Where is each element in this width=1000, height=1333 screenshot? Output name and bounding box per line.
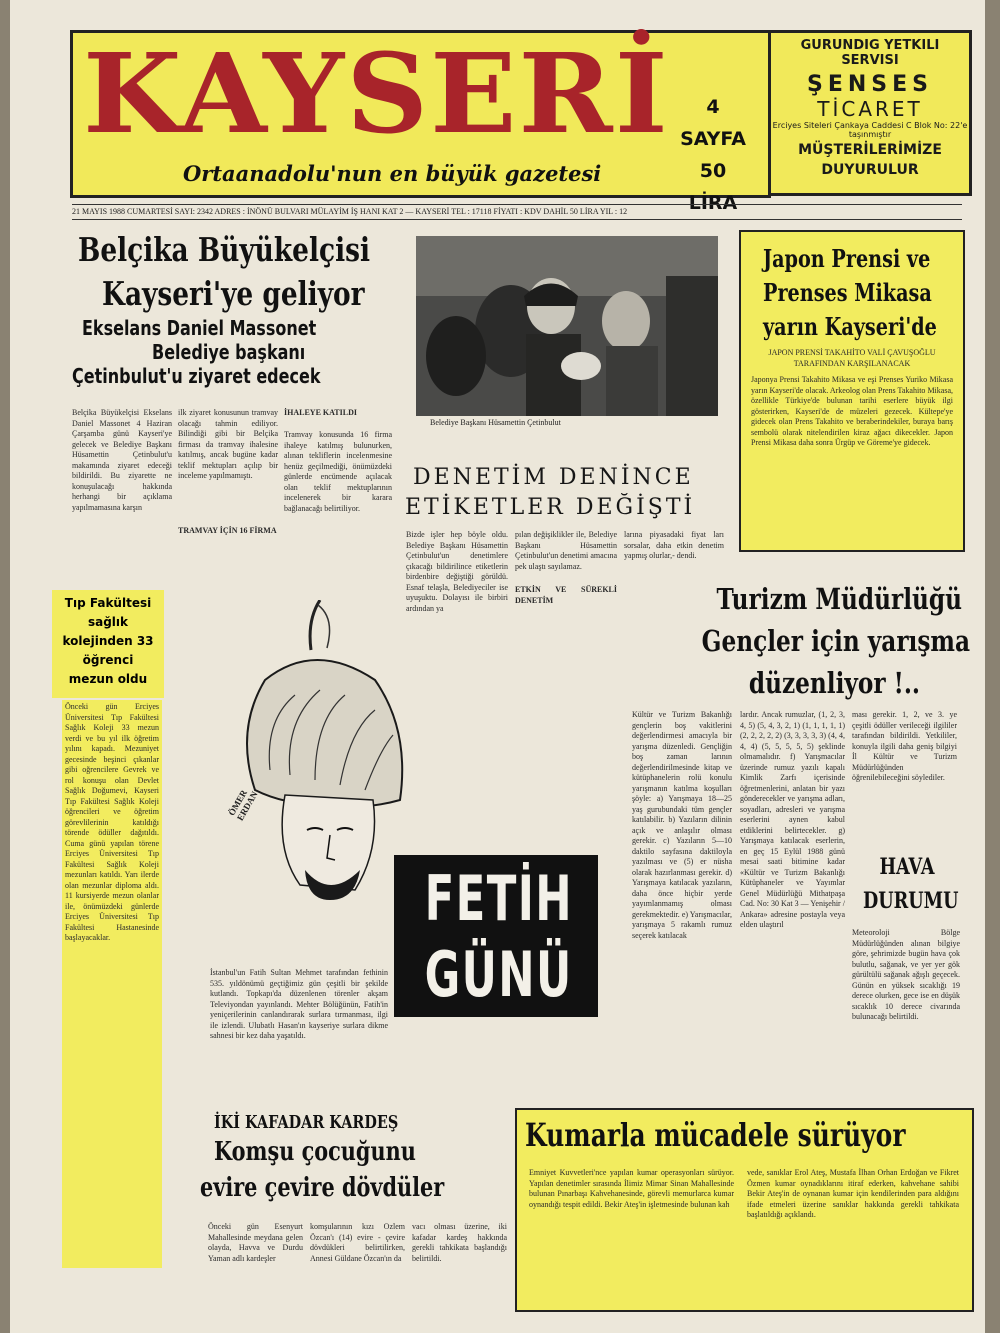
story-denetim-subhead: ETKİN VE SÜREKLİ DENETİM: [515, 585, 617, 605]
issue-price: [678, 91, 748, 219]
story-tip-headline-1: Tıp Fakültesi: [64, 596, 152, 610]
price-value: 50 LİRA: [688, 160, 738, 214]
story-kafadar-headline-2: Komşu çocuğunu: [214, 1137, 416, 1167]
ad-line-3: ŞENSES: [806, 72, 933, 97]
story-japon-headline-2: Prenses Mikasa: [763, 278, 932, 307]
story-tip-header: [52, 590, 164, 698]
ad-line-1: GURUNDIG YETKILI: [800, 38, 940, 53]
story-belcika-sub-3: Çetinbulut'u ziyaret edecek: [72, 364, 321, 388]
story-turizm-col-2: lardır. Ancak rumuzlar, (1, 2, 3, 4, 5) (5, 4, 3, 2, 1) (1, 1, 1, 1, 1) (2, 2, 2, 2, 2) (3, 3, 3, 3, 3) (4, 4, 4, 4) (5, 5, 5, 5, 5) şeklinde olmamalıdır. f) Yarışmacılar üzerinde rumuz yazılı kapalı Kimlik Zarfı içerisinde öğretmenlerini, anlatan bir yazı gönderecekler ve yarışma adları, soyadları, adresleri ve yarışma eserlerini aynen kabul etdiklerini belirtecekler. g) Yarışmaya katılacak eserlerin, en geç 15 Eylül 1988 günü mesai saati bitimine kadar «Kültür ve Turizm Bakanlığı Kütüphaneler ve Yayımlar Genel Müdürlüğü Mithatpaşa Cad. No: 30 Kat 3 — Yenişehir / Ankara» adresine postayla veya elden ulaştırıl: [740, 710, 845, 929]
story-denetim-headline-2: ETİKETLER DEĞİŞTİ: [405, 495, 696, 520]
story-denetim-col-3: larına piyasadaki fiyat ları sorsalar, daha etkin denetim yapmış olurlar,- dendi.: [624, 530, 724, 560]
story-tip-headline: [52, 594, 164, 689]
story-belcika-col-2: ilk ziyaret konusunun tramvay olacağı tahmin ediliyor. Bilindiği gibi bir Belçika firması da tramvay ihalesine katılmış, ancak bugüne kadar teklif mektupları açılıp bir inceleme yapılmamıştı.: [178, 408, 278, 480]
story-kafadar-col-2: komşularının kızı Ozlem Özcan'ı (14) evire - çevire dövdükleri belirtilirken, Annesi Güldane Özcan'ın da: [310, 1222, 405, 1263]
story-kafadar-headline-1: İKİ KAFADAR KARDEŞ: [214, 1112, 399, 1133]
fatih-sultan-mehmet-drawing: [215, 600, 415, 900]
story-belcika-headline-2: Kayseri'ye geliyor: [102, 274, 365, 313]
ad-line-4: TİCARET: [817, 97, 923, 121]
story-denetim-headline-1: DENETİM DENİNCE: [413, 465, 694, 490]
story-tip-headline-4: öğrenci: [82, 653, 134, 667]
story-belcika-headline-1: Belçika Büyükelçisi: [78, 230, 370, 269]
fetih-caption: İstanbul'un Fatih Sultan Mehmet tarafından fethinin 535. yıldönümü geçtiğimiz gün çeşitli bir şekilde kutlandı. Topkapı'da düzenlenen törenler akşam Televiyondan yayınlandı. Mehter Bölüğünün, Fatih'in yeniçerilerinin canlandırarak surlara tırmanması, ilgi ile izlendi. Ulubatlı Hasan'ın kayseriye surlara dikme sahnesi bir kez daha yaşatıldı.: [210, 968, 388, 1040]
story-tip-headline-3: kolejinden 33: [62, 634, 154, 648]
story-denetim-headline: [405, 463, 735, 523]
story-hava-headline-1: HAVA: [879, 854, 935, 880]
story-belcika-col-3: Tramvay konusunda 16 firma ihaleye katılmış bulunurken, alınan tekliflerin incelenmesine henüz geçilmediği, önümüzdeki günlerde encümende açılacak olan teklif mektuplarının incelenerek bir karara bağlanacağı belirtiliyor.: [284, 430, 392, 513]
story-belcika-sub-2: Belediye başkanı: [152, 340, 306, 364]
story-hava-body: Meteoroloji Bölge Müdürlüğünden alınan bilgiye göre, şehrimizde bugün hava çok bulutlu, sağanak, ve yer yer gök gürültülü sağanak ağışlı geçecek. Günün en yüksek sıcaklığı 19 derece olurken, gece ise en düşük sıcaklık 10 derece civarında bulunacağı belirtildi.: [852, 928, 960, 1021]
story-tip-body: Önceki gün Erciyes Üniversitesi Tıp Fakültesi Sağlık Koleji 33 mezun verdi ve bu yıl ilk öğretim yılını kapadı. Mezuniyet gecesinde beşinci çıkanlar gibi oğrencilere Gevrek ve rol konuşu olan Devlet Sağlık Doğumevi, Kayseri Tıp Fakültesi Sağlık Koleji öğrencileri ve öğretim görevlilerinin katıldığı törende ödüller dağıtıldı. Cuma günü yapılan törene Erciyes Üniversitesi Tıp Fakültesi Sağlık Koleji mezunları katıldı. Yarı ilerde olan mezunlar diploma aldı. 11 kursiyerde mezun olanlar ile, önümüzdeki günlerde Erciyes Üniversitesi Tıp Fakültesi Hastanesinde başlayacaklar.: [62, 700, 162, 1268]
story-belcika-subhead-b: İHALEYE KATILDI: [284, 408, 357, 417]
story-japon-body: Japonya Prensi Takahito Mikasa ve eşi Prenses Yuriko Mikasa yarın Kayseri'de olacak. Arkeolog olan Prens Takahito Mikasa, özellikle Türkiye'de bulunan tarihi eserlere büyük ilgi gösterirken, Kayseri'de de müzeleri gezecek. Kültepe'ye gidecek olan Prens Takahito ve beraberindekiler, buraya barış sembolü olarak nitelendirilen kiraz ağacı dikecekler. Japon Prensi Mikasa daha sonra Ürgüp ve Göreme'ye gidecek.: [751, 375, 953, 447]
mayor-photo: [416, 236, 718, 416]
story-kafadar-headline: [200, 1112, 515, 1206]
story-kumar-col-2: vede, sanıklar Erol Ateş, Mustafa İlhan Orhan Erdoğan ve Fikret Özmen kumar oynadıklarını itiraf ederken, kahvehane sahibi Bekir Ateş'in de oynanan kumar için kendilerinden para aldığını ifade etmeleri üzerine sanıklar hakkında gerekli tahkikata başlatıldığı açıklandı.: [747, 1168, 959, 1219]
portrait-illustration: [215, 600, 415, 900]
page-count-label: SAYFA: [680, 128, 746, 150]
story-belcika-header: [72, 228, 417, 408]
story-belcika-sub-1: Ekselans Daniel Massonet: [82, 316, 317, 340]
story-tip-headline-5: mezun oldu: [68, 672, 148, 686]
gunu-word: GÜNÜ: [424, 938, 573, 1011]
story-turizm-headline-3: düzenliyor !..: [748, 666, 920, 700]
story-turizm-headline: [610, 578, 970, 704]
story-turizm-headline-2: Gençler için yarışma: [701, 624, 970, 658]
artist-signature: ÖMER ERDAN: [226, 788, 260, 823]
story-kafadar-headline-3: evire çevire dövdüler: [200, 1173, 445, 1203]
story-kumar: [515, 1108, 974, 1312]
page-count: 4: [706, 96, 720, 118]
story-japon-headline-1: Japon Prensi ve: [763, 244, 931, 273]
fetih-gunu-box: [394, 855, 598, 1017]
story-denetim-col-1: Bizde işler hep böyle oldu. Belediye Başkanı Hüsamettin Çetinbulut'un denetimlere çıkacağı bildirilince etiketlerin birdenbire değiştiği görüldü. Esnaf telaşla, Belediyeciler ise uyuşuktu. Dolayısı ile birbiri ardından ya: [406, 530, 508, 613]
story-tip-headline-2: sağlık: [87, 615, 129, 629]
story-hava-headline: [852, 850, 962, 918]
story-kumar-headline: Kumarla mücadele sürüyor: [525, 1116, 906, 1154]
story-turizm-col-3: ması gerekir. 1, 2, ve 3. ye çeşitli ödüller verileceği ilgililer tarafından bildirildi. Yetkililer, konuyla ilgili daha geniş bilgiyi İl Kültür ve Turizm Müdürlüğünden öğrenilebileceğini söylediler.: [852, 710, 957, 782]
story-belcika-subhead-a: TRAMVAY İÇİN 16 FİRMA: [178, 526, 277, 535]
masthead-subtitle: Ortaanadolu'nun en büyük gazetesi: [183, 161, 602, 186]
story-belcika-col-1: Belçika Büyükelçisi Ekselans Daniel Massonet 4 Haziran Çarşamba günü Kayseri'ye gelecek ve Belediye Başkanı Hüsamettin Çetinbulut'u makamında ziyaret edeceği bildirildi. Bu ziyarette ne konuşulacağı hakkında herhangi bir açıklama yapılmamasına karşın: [72, 408, 172, 512]
story-kafadar-col-3: vacı olması üzerine, iki kafadar kardeş hakkında gerekli tahkikata başlandığı belirtildi.: [412, 1222, 507, 1263]
ad-line-2: SERVISI: [841, 53, 899, 68]
story-kafadar-col-1: Önceki gün Esenyurt Mahallesinde meydana gelen olayda, Havva ve Durdu Yaman adlı kardeşler: [208, 1222, 303, 1263]
newspaper-page: [10, 0, 985, 1333]
mayor-photo-image: [416, 236, 718, 416]
fetih-word: FETİH: [424, 862, 573, 935]
story-denetim-col-2: pılan değişiklikler ile, Belediye Başkanı Hüsamettin Çetinbulut'un denetimi amacına pek ulaştı sayılamaz.: [515, 530, 617, 571]
dateline: 21 MAYIS 1988 CUMARTESİ SAYI: 2342 ADRES : İNÖNÜ BULVARI MÜLAYİM İŞ HANI KAT 2 — KAYSERİ TEL : 17118 FİYATI : KDV DAHİL 50 LİRA YIL : 12: [72, 204, 962, 220]
story-turizm-col-1: Kültür ve Turizm Bakanlığı gençlerin boş vakitlerini değerlendirmesi amacıyla bir yarışma düzenledi. Gençliğin boş zaman larının değerlendirilmesinde kitap ve kütüphanelerin rolü konulu yarışmanın katılma koşulları şöyle: a) Yarışmaya 18—25 yaş gurubundaki tüm gençler katılabilir. b) Yazıların dilinin açık ve anlaşılır olması gerekir. c) Yazıların 5—10 daktilo sayfasına daktiloyla yazılması ve (5) er nüsha olarak hazırlanması gerekir. d) Yarışmaya katılacak yazıların, daha önce hiçbir yerde yayımlanmamış olması gerekmektedir. e) Yarışmacılar, yarışmaya 5 rakamlı rumuz seçerek katılacak: [632, 710, 732, 940]
story-kumar-col-1: Emniyet Kuvvetleri'nce yapılan kumar operasyonları sürüyor. Yapılan denetimler sırasında İlimiz Mimar Sinan Mahallesinde bulunan Pınarbaşı Kahvehanesinde, görevli memurlarca kumar oynandığı tespit edildi. Bekir Ateş'in işletmesinde bulunan kah: [529, 1168, 734, 1209]
story-japon-headline-3: yarın Kayseri'de: [763, 312, 937, 341]
story-japon-subhead: JAPON PRENSİ TAKAHİTO VALİ ÇAVUŞOĞLU TARAFINDAN KARŞILANACAK: [768, 348, 936, 368]
mayor-photo-caption: Belediye Başkanı Hüsamettin Çetinbulut: [430, 418, 561, 427]
story-japon: [739, 230, 965, 552]
ad-line-5: Erciyes Siteleri Çankaya Caddesi C Blok No: 22'e taşınmıştır: [772, 121, 968, 139]
ad-line-6: MÜŞTERİLERİMİZE: [798, 142, 942, 158]
masthead-title: KAYSERİ: [83, 29, 670, 158]
story-turizm-headline-1: Turizm Müdürlüğü: [716, 582, 962, 616]
grundig-service-ad: [768, 30, 972, 196]
ad-line-7: DUYURULUR: [821, 162, 919, 178]
story-hava-headline-2: DURUMU: [863, 888, 959, 914]
